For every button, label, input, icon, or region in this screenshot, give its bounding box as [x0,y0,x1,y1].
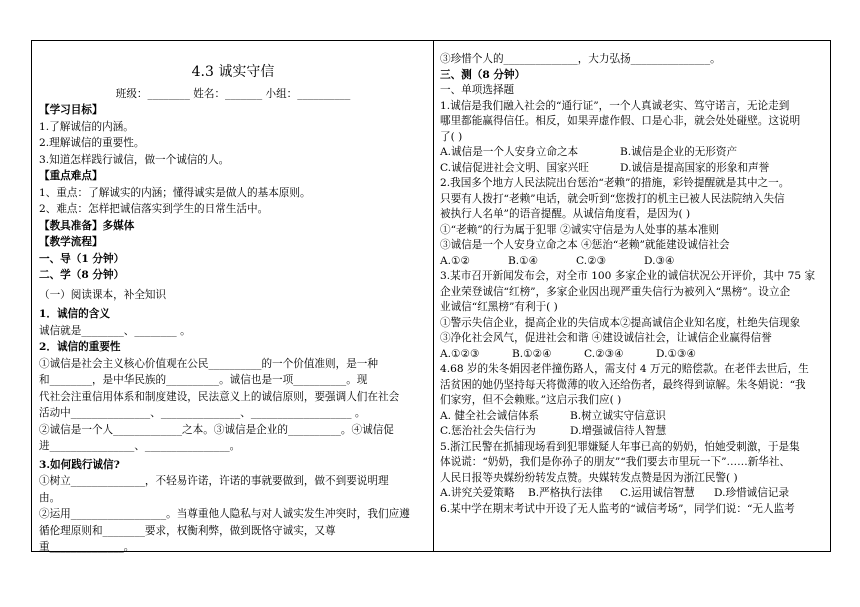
question-3-statement: ①警示失信企业，提高企业的失信成本②提高诚信企业知名度，杜绝失信现象 [440,316,801,329]
question-6-text: 6.某中学在期末考试中开设了无人监考的“诚信考场”，同学们说：“无人监考 [440,502,795,515]
option: D.诚信是提高国家的形象和声誉 [620,161,770,174]
worksheet-frame [31,40,831,552]
q2-fill-line: 代社会注重信用体系和制度建设，民法意义上的诚信原则，要强调人们在社会 [39,390,400,403]
option: C.运用诚信智慧 [620,487,695,499]
question-2-text: 只要有人拨打“老赖”电话，就会听到“您拨打的机主已被人民法院纳入失信 [440,192,785,205]
question-5-text: 人民日报等央媒纷纷转发点赞。央媒转发点赞是因为浙江民警( ) [440,471,738,484]
question-5-options [440,486,827,502]
option: B.诚信是企业的无形资产 [620,146,738,158]
question-4-text: 活贫困的她仍坚持每天将微薄的收入还给伤者，最终得到谅解。朱冬娟说：“我 [440,378,806,391]
option: A.①②③ [440,347,480,360]
goal-item: 1.了解诚信的内涵。 [39,120,134,133]
step-guide: 一、导（1 分钟） [39,252,125,265]
question-1-options [440,161,827,177]
option: A. 健全社会诚信体系 [440,409,540,422]
q2-fill-line: ②诚信是一个人_____________之本。③诚信是企业的__________。④诚信促 [39,423,394,436]
question-2-statement: ③诚信是一个人安身立命之本 ④惩治“老赖”就能建设诚信社会 [440,239,730,251]
keypoint-item: 2、难点：怎样把诚信落实到学生的日常生活中。 [39,203,269,215]
question-4-options [440,424,827,440]
q3-fill-line: 循伦理原则和________要求，权衡利弊，做到既恪守诚实，又尊 [39,524,336,537]
question-3-text: 3.某市召开新闻发布会，对全市 100 多家企业的诚信状况公开评价，其中 75 家 [440,270,816,282]
q1-heading: 1．诚信的含义 [39,308,110,320]
cherish-fill-line: ③珍惜个人的______________，大力弘扬_______________。 [440,53,721,65]
q3-fill-line: ①树立______________，不轻易许诺，许诺的事就要做到，做不到要说明理 [39,475,389,487]
option: C.②③④ [584,347,624,360]
question-1-text: 1.诚信是我们融入社会的“通行证”，一个人真诚老实、笃守诺言，无论走到 [440,99,790,112]
q2-fill-line: ①诚信是社会主义核心价值观在公民__________的一个价值准则，是一种 [39,357,378,370]
q3-fill-line: 由。 [39,491,61,504]
question-1-text: 哪里都能赢得信任。相反，如果弄虚作假、口是心非，就会处处碰壁。这说明 [440,115,801,127]
question-1-text: 了( ) [440,130,463,143]
goal-item: 3.知道怎样践行诚信，做一个诚信的人。 [39,153,230,166]
student-info-line: 班级：________ 姓名：_______ 小组：__________ [115,88,351,100]
option: B.①②④ [512,347,552,360]
single-choice-heading: 一、单项选择题 [440,84,515,96]
left-column [32,41,433,556]
keypoints-heading: 【重点难点】 [39,170,103,182]
q3-fill-line: ②运用__________________。当尊重他人隐私与对人诚实发生冲突时，我们应遵 [39,508,410,520]
q2-fill-line: 进________________、________________。 [39,440,241,452]
step-learn: 二、学（8 分钟） [39,269,125,281]
question-3-text: 企业荣登诚信“红榜”，多家企业因出现严重失信行为被列入“黑榜”。设立企 [440,285,791,298]
option: B.严格执行法律 [528,487,603,499]
q3-fill-line: 重______________。 [39,541,135,553]
test-heading: 三、测（8 分钟） [440,68,526,81]
option: D.增强诚信待人智慧 [570,425,667,437]
keypoint-item: 1、重点：了解诚实的内涵；懂得诚实是做人的基本原则。 [39,186,311,199]
question-1-options [440,145,827,161]
q1-fill-line: 诚信就是________、________ 。 [39,324,191,337]
option: D.珍惜诚信记录 [714,487,790,499]
worksheet-title: 4.3 诚实守信 [191,64,275,80]
option: D.③④ [644,254,675,267]
right-column [434,41,831,517]
option: C.诚信促进社会文明、国家兴旺 [440,161,589,174]
question-2-text: 2.我国多个地方人民法院出台惩治“老赖”的措施，彩铃提醒就是其中之一。 [440,177,790,189]
question-2-options [440,254,827,270]
question-2-text: 被执行人名单”的语音提醒。从诚信角度看，是因为( ) [440,208,691,220]
q2-fill-line: 和________，是中华民族的__________。诚信也是一项__________。现 [39,374,368,386]
option: C.②③ [576,254,607,267]
goals-heading: 【学习目标】 [39,104,103,116]
reading-instruction: （一）阅读课本，补全知识 [39,288,167,301]
q3-heading: 3.如何践行诚信? [39,458,120,471]
question-5-text: 体说谎：“奶奶，我们是你孙子的朋友”“我们要去市里玩一下”……新华社、 [440,456,791,468]
question-3-text: 业诚信“红黑榜”有利于( ) [440,301,558,313]
question-4-text: 4.68 岁的朱冬娟因老伴撞伤路人，需支付 4 万元的赔偿款。在老伴去世后，生 [440,363,809,375]
question-3-statement: ③净化社会风气，促进社会和谐 ④建设诚信社会，让诚信企业赢得信誉 [440,332,772,344]
process-heading: 【教学流程】 [39,236,103,248]
option: B.树立诚实守信意识 [570,409,666,422]
question-2-statement: ①“老赖”的行为属于犯罪 ②诚实守信是为人处事的基本准则 [440,223,720,236]
option: D.①③④ [656,347,696,360]
goal-item: 2.理解诚信的重要性。 [39,137,145,149]
option: A.①② [440,254,471,267]
question-4-text: 们家穷，但不会赖账。”这启示我们应( ) [440,394,622,406]
q2-heading: 2．诚信的重要性 [39,341,121,353]
option: A.诚信是一个人安身立命之本 [440,146,579,158]
option: B.①④ [508,254,539,267]
question-5-text: 5.浙江民警在抓捕现场看到犯罪嫌疑人年事已高的奶奶，怕她受刺激，于是集 [440,440,800,453]
option: A.讲究关爱策略 [440,487,515,499]
q2-fill-line: 活动中_______________、_______________、___________________ 。 [39,407,366,419]
question-3-options [440,347,827,363]
prep-line: 【教具准备】多媒体 [39,219,135,232]
question-4-options [440,409,827,425]
option: C.惩治社会失信行为 [440,425,536,437]
